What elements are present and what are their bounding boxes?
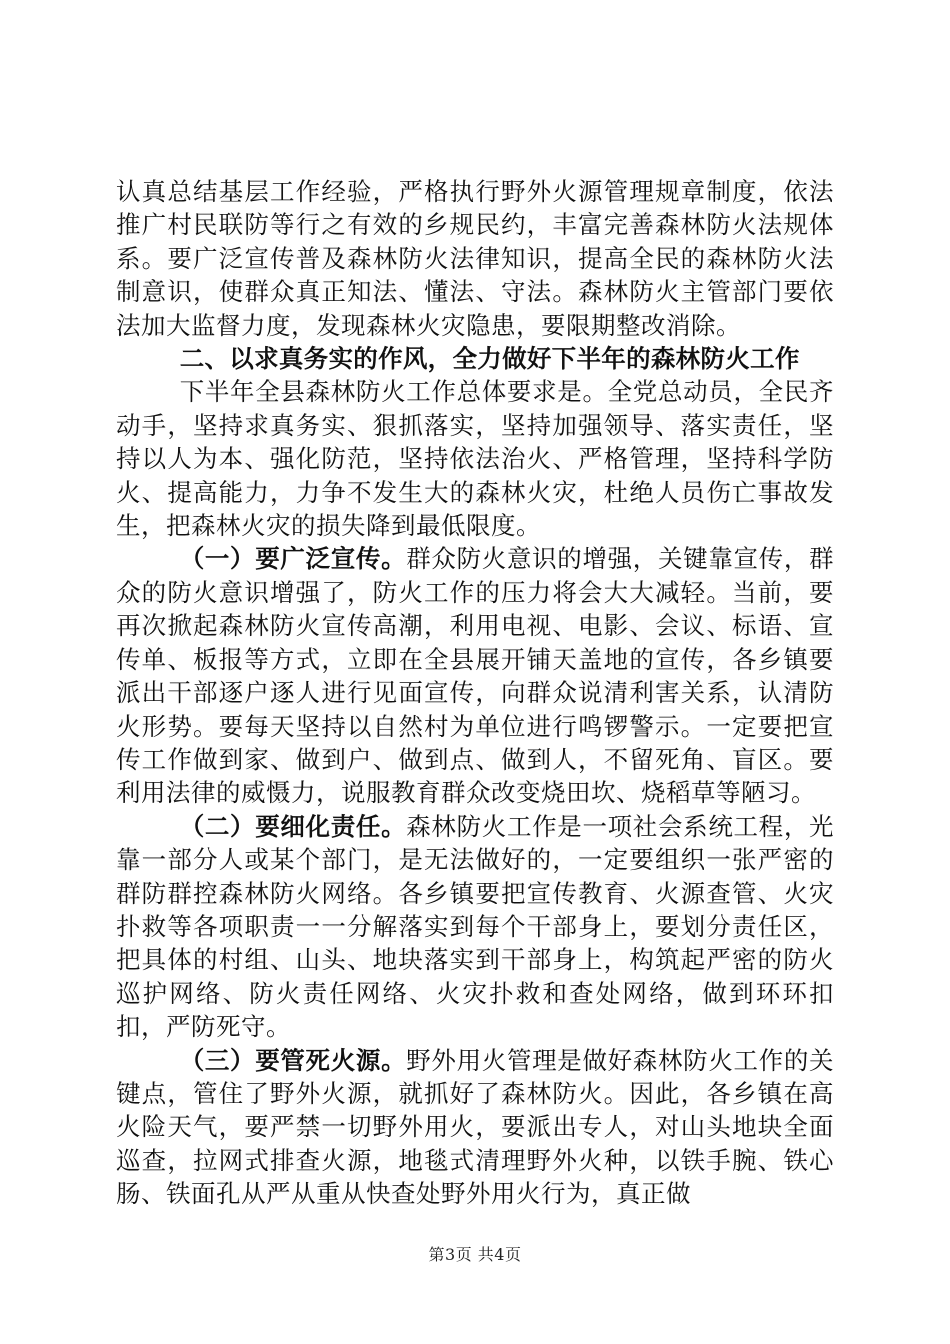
paragraph-publicity	[116, 542, 834, 809]
paragraph-overall-requirements	[116, 375, 834, 542]
section-heading-text: 二、以求真务实的作风，全力做好下半年的森林防火工作	[179, 344, 800, 374]
section-heading	[116, 342, 834, 375]
paragraph-responsibility	[116, 810, 834, 1044]
paragraph-text: 群众防火意识的增强，关键靠宣传，群众的防火意识增强了，防火工作的压力将会大大减轻。当前，要再次掀起森林防火宣传高潮，利用电视、电影、会议、标语、宣传单、板报等方式，立即在全县展开铺天盖地的宣传，各乡镇要派出干部逐户逐人进行见面宣传，向群众说清利害关系，认清防火形势。要每天坚持以自然村为单位进行鸣锣警示。一定要把宣传工作做到家、做到户、做到点、做到人，不留死角、盲区。要利用法律的威慑力，说服教育群众改变烧田坎、烧稻草等陋习。	[116, 544, 835, 808]
paragraph-lead: （三）要管死火源。	[179, 1045, 407, 1075]
paragraph-continuation	[116, 175, 834, 342]
paragraph-text: 野外用火管理是做好森林防火工作的关键点，管住了野外火源，就抓好了森林防火。因此，各乡镇在高火险天气，要严禁一切野外用火，要派出专人，对山头地块全面巡查，拉网式排查火源，地毯式清理野外火种，以铁手腕、铁心肠、铁面孔从严从重从快查处野外用火行为，真正做	[116, 1045, 835, 1209]
paragraph-fire-source	[116, 1044, 834, 1211]
paragraph-text: 认真总结基层工作经验，严格执行野外火源管理规章制度，依法推广村民联防等行之有效的乡规民约，丰富完善森林防火法规体系。要广泛宣传普及森林防火法律知识，提高全民的森林防火法制意识，使群众真正知法、懂法、守法。森林防火主管部门要依法加大监督力度，发现森林火灾隐患，要限期整改消除。	[116, 177, 834, 340]
page-footer	[0, 1242, 950, 1265]
document-body	[116, 175, 834, 1211]
page-number: 第3页 共4页	[428, 1245, 522, 1264]
paragraph-lead: （二）要细化责任。	[179, 811, 407, 841]
paragraph-lead: （一）要广泛宣传。	[179, 544, 407, 574]
paragraph-text: 下半年全县森林防火工作总体要求是。全党总动员，全民齐动手，坚持求真务实、狠抓落实，坚持加强领导、落实责任，坚持以人为本、强化防范，坚持依法治火、严格管理，坚持科学防火、提高能力，力争不发生大的森林火灾，杜绝人员伤亡事故发生，把森林火灾的损失降到最低限度。	[116, 377, 834, 541]
paragraph-text: 森林防火工作是一项社会系统工程，光靠一部分人或某个部门，是无法做好的，一定要组织一张严密的群防群控森林防火网络。各乡镇要把宣传教育、火源查管、火灾扑救等各项职责一一分解落实到每个干部身上，要划分责任区，把具体的村组、山头、地块落实到干部身上，构筑起严密的防火巡护网络、防火责任网络、火灾扑救和查处网络，做到环环扣扣，严防死守。	[116, 811, 835, 1042]
